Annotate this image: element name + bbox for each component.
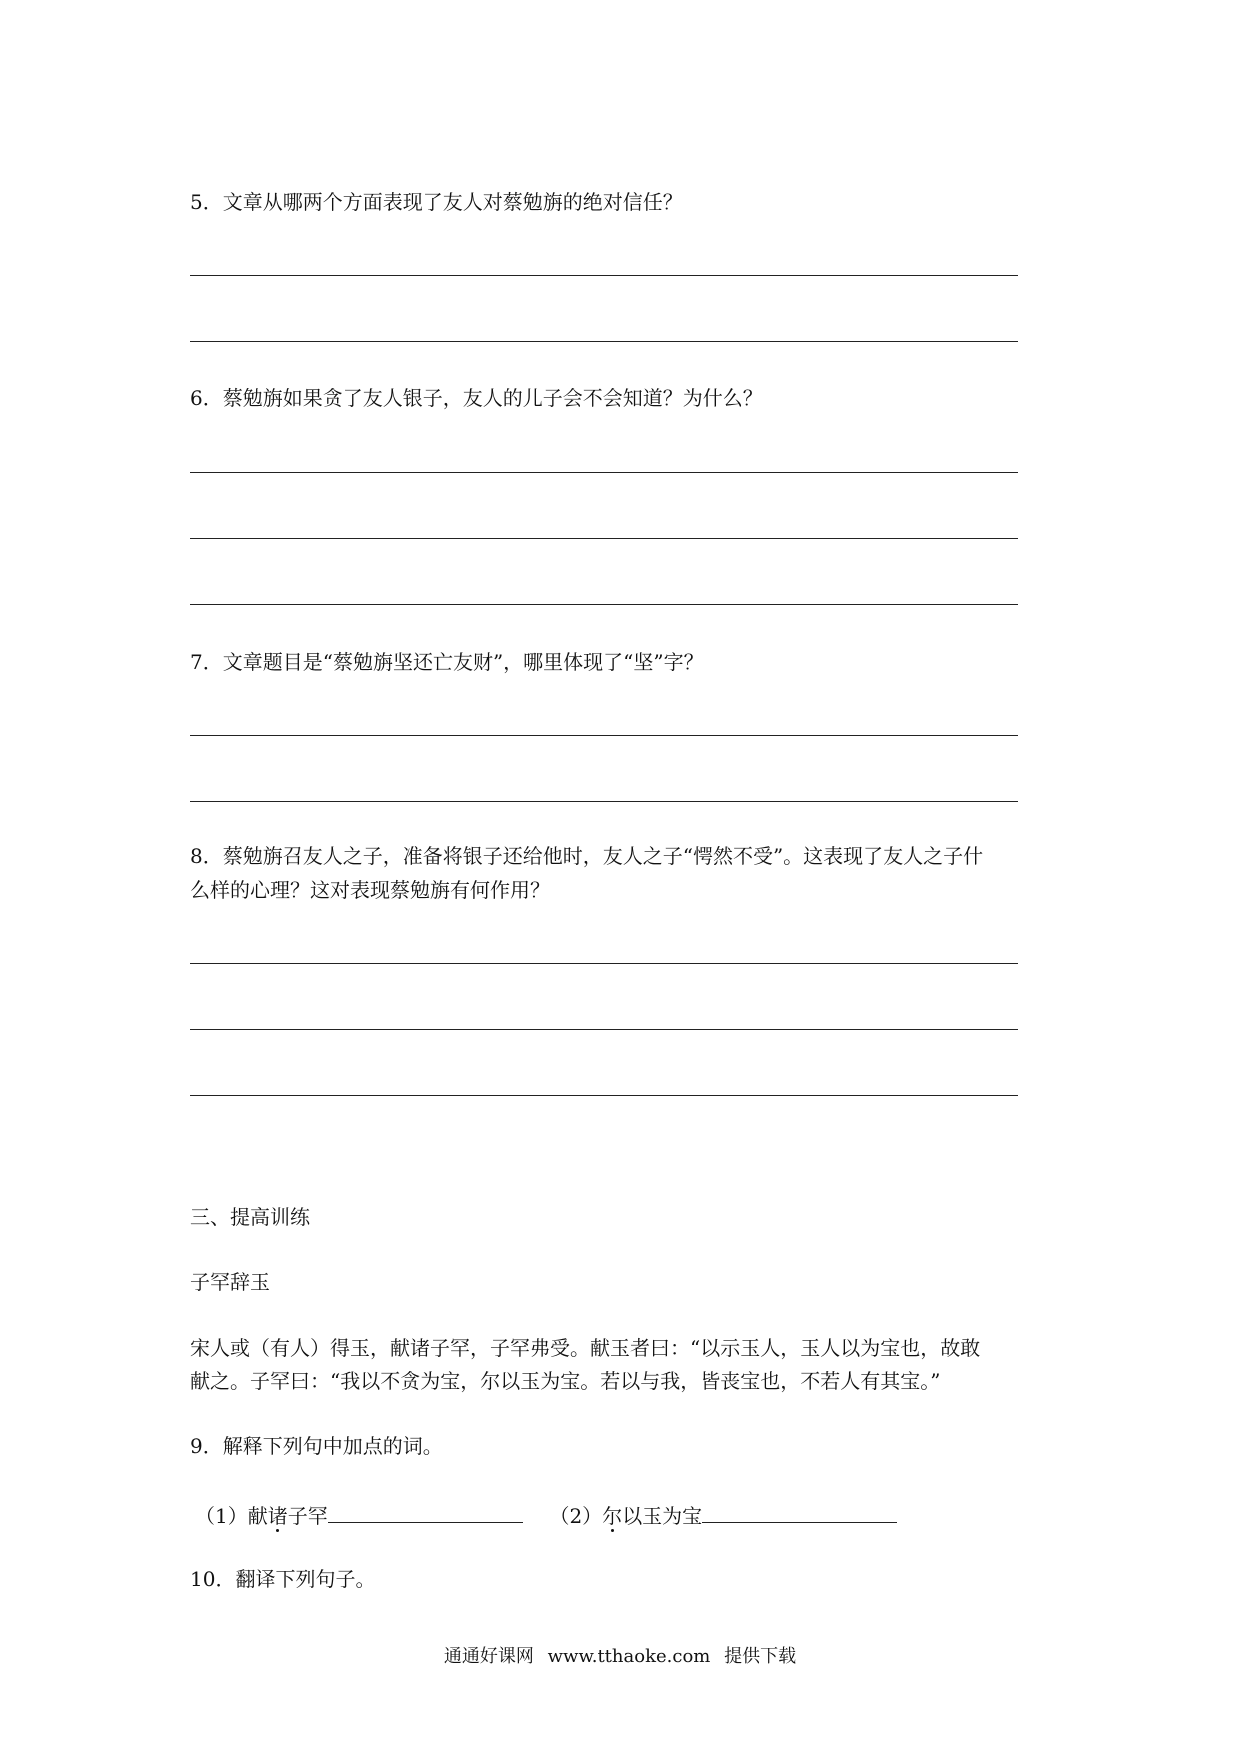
question-8-line-2: 么样的心理？这对表现蔡勉旃有何作用？ (190, 878, 550, 902)
answer-line[interactable] (190, 1095, 1018, 1096)
answer-line[interactable] (190, 604, 1018, 605)
answer-line[interactable] (190, 963, 1018, 964)
footer-site-name: 通通好课网 (443, 1646, 534, 1667)
page-footer (0, 1642, 1240, 1668)
footer-url[interactable]: www.tthaoke.com (547, 1646, 711, 1667)
question-7: 7．文章题目是“蔡勉旃坚还亡友财”，哪里体现了“坚”字？ (190, 650, 704, 674)
question-5: 5．文章从哪两个方面表现了友人对蔡勉旃的绝对信任？ (190, 190, 683, 214)
footer-suffix: 提供下载 (724, 1646, 797, 1667)
answer-line[interactable] (190, 472, 1018, 473)
story-text-line-1: 宋人或（有人）得玉，献诸子罕，子罕弗受。献玉者曰：“以示玉人，玉人以为宝也，故敢 (190, 1336, 981, 1360)
section-heading: 三、提高训练 (190, 1205, 310, 1229)
answer-line[interactable] (190, 1029, 1018, 1030)
q9-item-1-suffix: 子罕 (287, 1504, 328, 1528)
answer-line[interactable] (190, 341, 1018, 342)
question-8-line-1: 8．蔡勉旃召友人之子，准备将银子还给他时，友人之子“愕然不受”。这表现了友人之子什 (190, 844, 984, 868)
q9-item-2-prefix: （2） (549, 1504, 603, 1528)
answer-line[interactable] (190, 275, 1018, 276)
q9-item-2-blank[interactable] (702, 1502, 897, 1523)
q9-item-1-blank[interactable] (328, 1502, 523, 1523)
q9-item-2-suffix: 以玉为宝 (622, 1504, 703, 1528)
q9-item-1-prefix: （1）献 (195, 1504, 268, 1528)
q9-item-1-dotted-word: 诸 (267, 1504, 288, 1528)
question-9-items (195, 1502, 897, 1526)
question-9: 9．解释下列句中加点的词。 (190, 1434, 443, 1458)
answer-line[interactable] (190, 538, 1018, 539)
answer-line[interactable] (190, 801, 1018, 802)
q9-item-2-dotted-word: 尔 (602, 1504, 623, 1528)
question-6: 6．蔡勉旃如果贪了友人银子，友人的儿子会不会知道？为什么？ (190, 386, 763, 410)
question-10: 10．翻译下列句子。 (190, 1567, 376, 1591)
story-text-line-2: 献之。子罕曰：“我以不贪为宝，尔以玉为宝。若以与我，皆丧宝也，不若人有其宝。” (190, 1369, 941, 1393)
story-title: 子罕辞玉 (190, 1270, 270, 1294)
answer-line[interactable] (190, 735, 1018, 736)
